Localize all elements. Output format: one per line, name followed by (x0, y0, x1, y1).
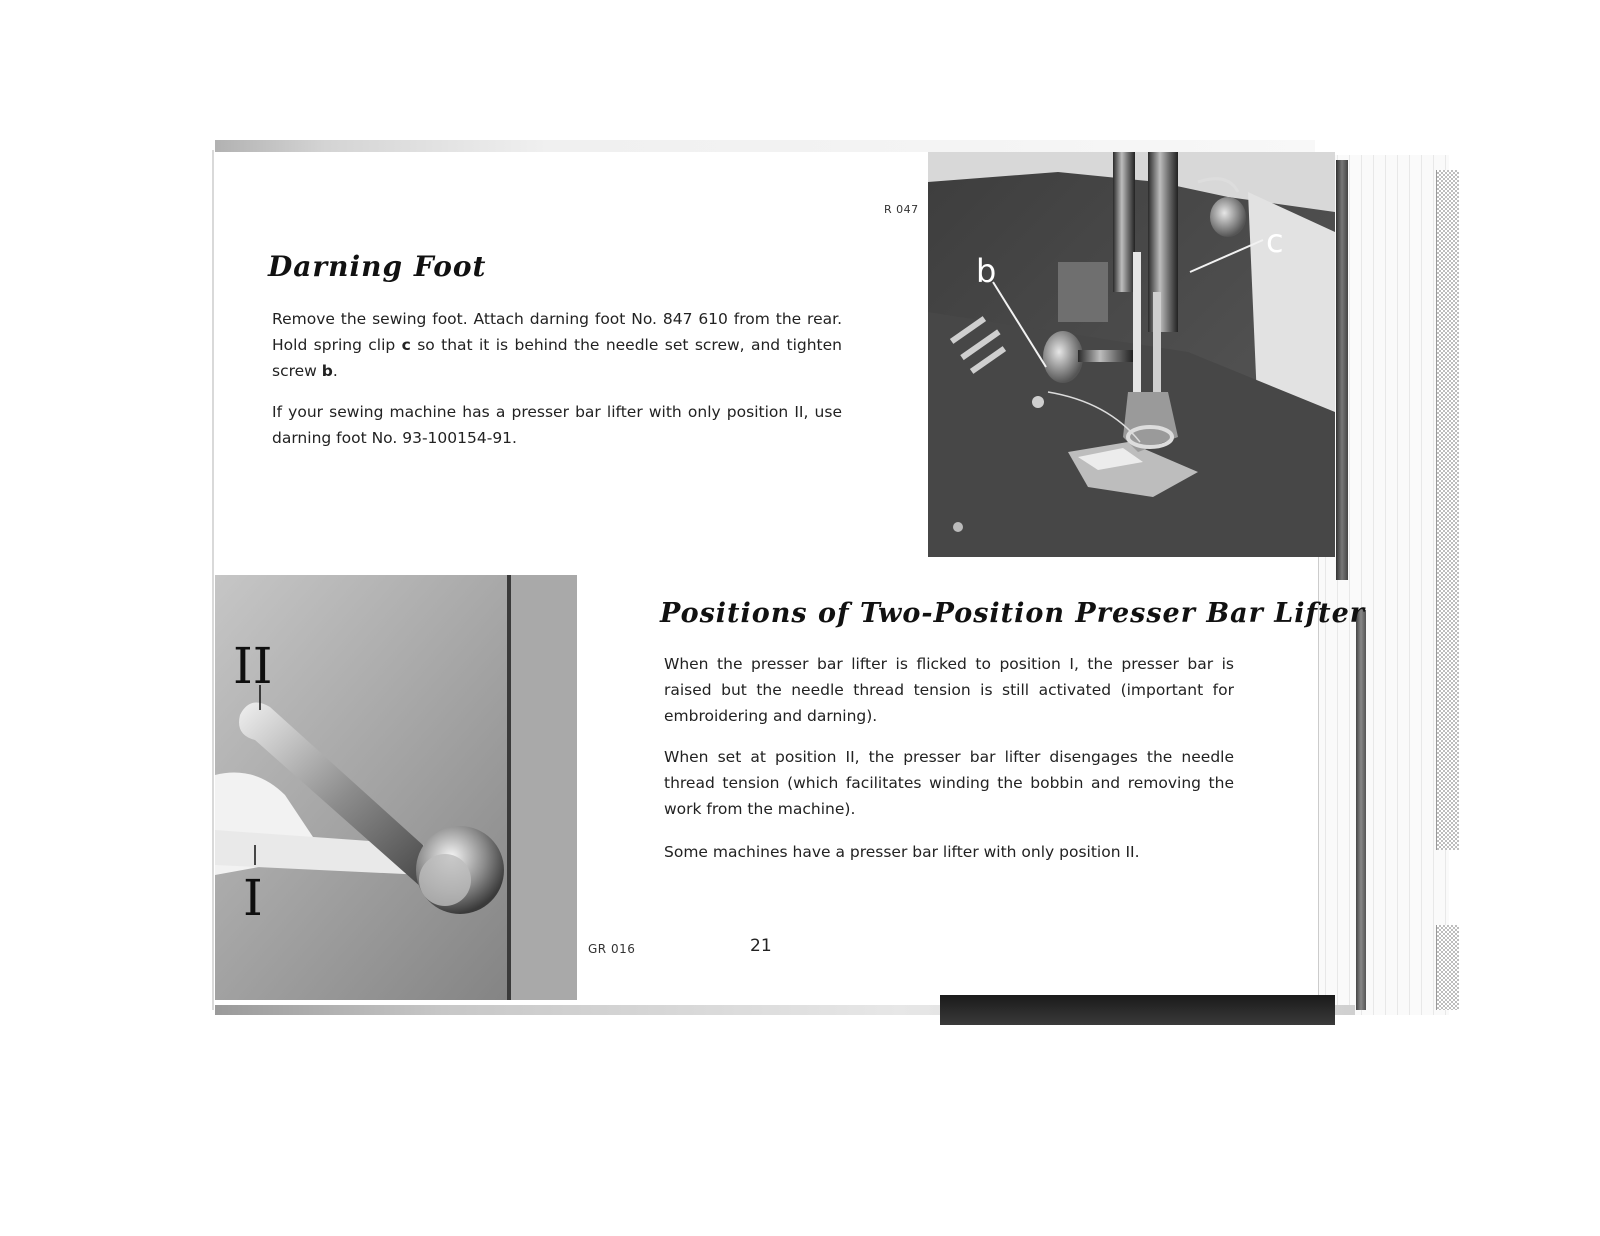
darning-foot-paragraph-1: Remove the sewing foot. Attach darning foot No. 847 610 from the rear. Hold spring clip c so that it is behind the needle set screw, and tighten screw b. (272, 310, 842, 380)
lifter-position-1-label: I (243, 869, 263, 927)
presser-bar-lifter-photo (215, 575, 577, 1000)
stacked-page-shadow (1336, 160, 1348, 580)
darning-foot-photo (928, 152, 1335, 557)
darning-foot-heading: Darning Foot (268, 250, 487, 283)
lifter-paragraph-2: When set at position II, the presser bar lifter disengages the needle thread tension (which facilitates winding the bobbin and removing the work from the machine). (664, 748, 1234, 818)
halftone-page-edge (1436, 925, 1459, 1010)
presser-bar-lifter-heading: Positions of Two-Position Presser Bar Lifter (660, 598, 1366, 629)
lifter-paragraph-3: Some machines have a presser bar lifter with only position II. (664, 843, 1140, 861)
photo-label-b: b (976, 252, 997, 290)
lifter-position-2-label: II (233, 637, 273, 695)
figure-reference-top: R 047 (884, 203, 919, 216)
page-number: 21 (750, 936, 772, 956)
figure-reference-bottom: GR 016 (588, 942, 636, 956)
halftone-page-edge (1436, 170, 1459, 850)
page-bottom-dark-strip (940, 995, 1335, 1025)
photo-label-c: c (1266, 222, 1284, 260)
darning-foot-paragraph-2: If your sewing machine has a presser bar lifter with only position II, use darning foot No. 93-100154-91. (272, 403, 842, 447)
page-left-edge (212, 150, 214, 1010)
lifter-paragraph-1: When the presser bar lifter is flicked to position I, the presser bar is raised but the needle thread tension is still activated (important for embroidering and darning). (664, 655, 1234, 725)
stacked-page-shadow (1356, 610, 1366, 1010)
